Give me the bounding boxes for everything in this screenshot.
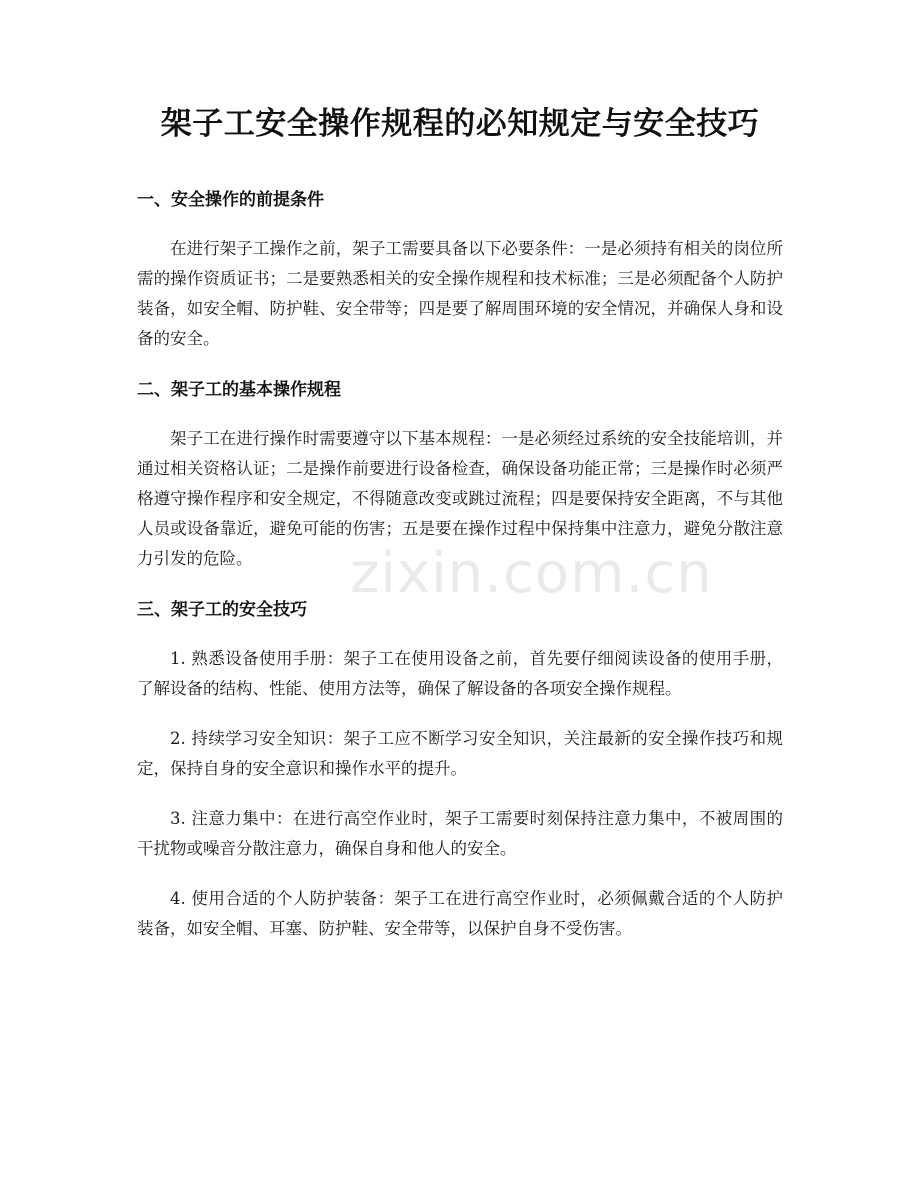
- tip-item-3: 3. 注意力集中：在进行高空作业时，架子工需要时刻保持注意力集中，不被周围的干扰物或噪音分散注意力，确保自身和他人的安全。: [137, 809, 783, 858]
- tip-item-1: 1. 熟悉设备使用手册：架子工在使用设备之前，首先要仔细阅读设备的使用手册，了解设备的结构、性能、使用方法等，确保了解设备的各项安全操作规程。: [137, 649, 783, 698]
- tip-item-2: 2. 持续学习安全知识：架子工应不断学习安全知识，关注最新的安全操作技巧和规定，保持自身的安全意识和操作水平的提升。: [137, 729, 783, 778]
- section-heading-basic-rules: 二、架子工的基本操作规程: [137, 380, 341, 400]
- tip-item-4: 4. 使用合适的个人防护装备：架子工在进行高空作业时，必须佩戴合适的个人防护装备，如安全帽、耳塞、防护鞋、安全带等，以保护自身不受伤害。: [137, 889, 783, 938]
- section-heading-safety-tips: 三、架子工的安全技巧: [137, 600, 307, 620]
- paragraph-basic-rules: 架子工在进行操作时需要遵守以下基本规程：一是必须经过系统的安全技能培训，并通过相关资格认证；二是操作前要进行设备检查，确保设备功能正常；三是操作时必须严格遵守操作程序和安全规定，不得随意改变或跳过流程；四是要保持安全距离，不与其他人员或设备靠近，避免可能的伤害；五是要在操作过程中保持集中注意力，避免分散注意力引发的危险。: [137, 429, 783, 568]
- watermark-text: zixin.com.cn: [350, 541, 713, 606]
- section-heading-prerequisites: 一、安全操作的前提条件: [137, 190, 324, 210]
- document-title: 架子工安全操作规程的必知规定与安全技巧: [160, 106, 760, 142]
- paragraph-prerequisites: 在进行架子工操作之前，架子工需要具备以下必要条件：一是必须持有相关的岗位所需的操作资质证书；二是要熟悉相关的安全操作规程和技术标准；三是必须配备个人防护装备，如安全帽、防护鞋、安全带等；四是要了解周围环境的安全情况，并确保人身和设备的安全。: [137, 239, 783, 348]
